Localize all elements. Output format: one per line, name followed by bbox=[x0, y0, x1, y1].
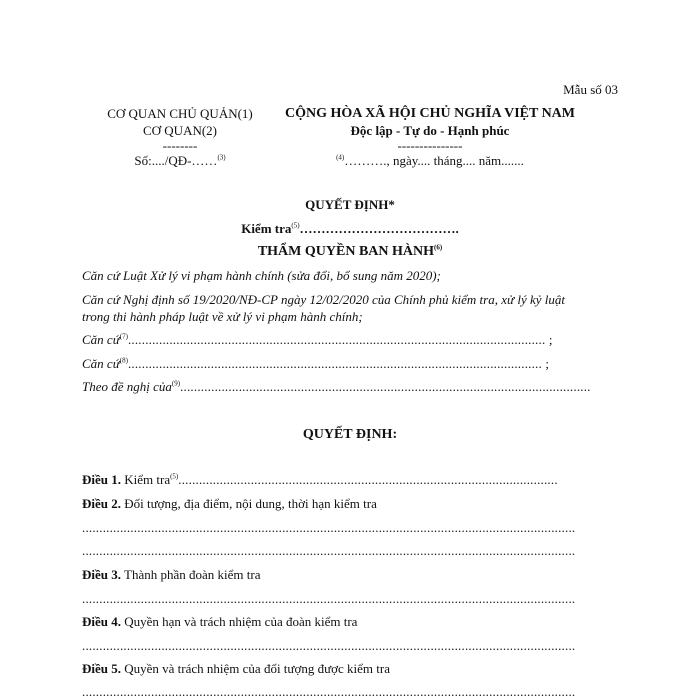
article-2 bbox=[82, 496, 377, 512]
right-divider: --------------- bbox=[397, 138, 463, 153]
article-4-text: Quyền hạn và trách nhiệm của đoàn kiểm tra bbox=[124, 614, 358, 629]
issuing-authority bbox=[0, 244, 700, 260]
proposal-line bbox=[82, 379, 591, 395]
article-4 bbox=[82, 614, 357, 630]
authority-text: THẨM QUYỀN BAN HÀNH bbox=[257, 244, 434, 259]
basis-fill-dots: ........................................................................................................................ ; bbox=[127, 356, 550, 371]
basis-law: Căn cứ Luật Xử lý vi phạm hành chính (sửa đổi, bổ sung năm 2020); bbox=[82, 268, 441, 283]
basis-fill-note: (7) bbox=[119, 332, 128, 341]
document-number-note: (3) bbox=[217, 153, 226, 162]
header-right bbox=[280, 105, 580, 169]
article-3-text: Thành phần đoàn kiểm tra bbox=[124, 567, 261, 582]
parent-agency: CƠ QUAN CHỦ QUẢN(1) bbox=[107, 106, 253, 121]
agency: CƠ QUAN(2) bbox=[142, 123, 218, 138]
article-1-label: Điều 1. bbox=[82, 472, 121, 487]
subject-note: (5) bbox=[291, 221, 300, 230]
place-date-text: ………., ngày.... tháng.... năm....... bbox=[344, 153, 524, 168]
proposal-note: (9) bbox=[171, 379, 181, 388]
article-1-text: Kiểm tra bbox=[124, 472, 171, 487]
article-5 bbox=[82, 661, 390, 677]
form-number: Mẫu số 03 bbox=[563, 82, 618, 97]
decision-heading: QUYẾT ĐỊNH: bbox=[302, 427, 398, 442]
document-number bbox=[80, 152, 280, 169]
document-number-text: Số:..../QĐ-…… bbox=[134, 153, 218, 168]
basis-fill-label: Căn cứ bbox=[82, 356, 120, 371]
basis-decree: Căn cứ Nghị định số 19/2020/NĐ-CP ngày 12/02/2020 của Chính phủ kiểm tra, xử lý kỷ luật bbox=[82, 292, 565, 307]
header-left bbox=[80, 105, 280, 169]
article-3-label: Điều 3. bbox=[82, 567, 121, 582]
subject-dots: ………………………………. bbox=[299, 221, 459, 236]
country-name: CỘNG HÒA XÃ HỘI CHỦ NGHĨA VIỆT NAM bbox=[284, 106, 575, 121]
article-2-label: Điều 2. bbox=[82, 496, 121, 511]
basis-fill-dots: ......................................................................................................................... ; bbox=[127, 332, 553, 347]
decision-title: QUYẾT ĐỊNH* bbox=[305, 197, 395, 212]
left-divider: -------- bbox=[162, 138, 198, 153]
article-4-fill: ............................................................................................................................................... bbox=[82, 638, 576, 653]
subject-label: Kiểm tra bbox=[241, 221, 292, 236]
article-5-text: Quyền và trách nhiệm của đối tượng được kiểm tra bbox=[124, 661, 390, 676]
basis-fill-2 bbox=[82, 356, 549, 372]
place-date bbox=[280, 152, 580, 169]
article-4-label: Điều 4. bbox=[82, 614, 121, 629]
proposal-dots: ....................................................................................................................... bbox=[180, 379, 591, 394]
motto: Độc lập - Tự do - Hạnh phúc bbox=[350, 123, 510, 138]
article-2-text: Đối tượng, địa điểm, nội dung, thời hạn kiểm tra bbox=[124, 496, 377, 511]
basis-fill-label: Căn cứ bbox=[82, 332, 120, 347]
authority-note: (6) bbox=[434, 243, 443, 252]
article-1 bbox=[82, 472, 558, 488]
proposal-label: Theo đề nghị của bbox=[82, 379, 172, 394]
basis-fill-1 bbox=[82, 332, 553, 348]
article-3-fill: ............................................................................................................................................... bbox=[82, 591, 576, 606]
article-2-fill-2: ............................................................................................................................................... bbox=[82, 543, 576, 558]
article-5-fill: ............................................................................................................................................... bbox=[82, 684, 576, 699]
place-note: (4) bbox=[336, 153, 345, 162]
article-3 bbox=[82, 567, 260, 583]
basis-fill-note: (8) bbox=[119, 356, 128, 365]
article-5-label: Điều 5. bbox=[82, 661, 121, 676]
article-1-note: (5) bbox=[170, 472, 179, 481]
article-2-fill-1: ............................................................................................................................................... bbox=[82, 520, 576, 535]
article-1-dots: .............................................................................................................. bbox=[178, 472, 558, 487]
subject-line bbox=[0, 221, 700, 237]
basis-decree-cont: trong thi hành pháp luật về xử lý vi phạm hành chính; bbox=[82, 309, 363, 324]
